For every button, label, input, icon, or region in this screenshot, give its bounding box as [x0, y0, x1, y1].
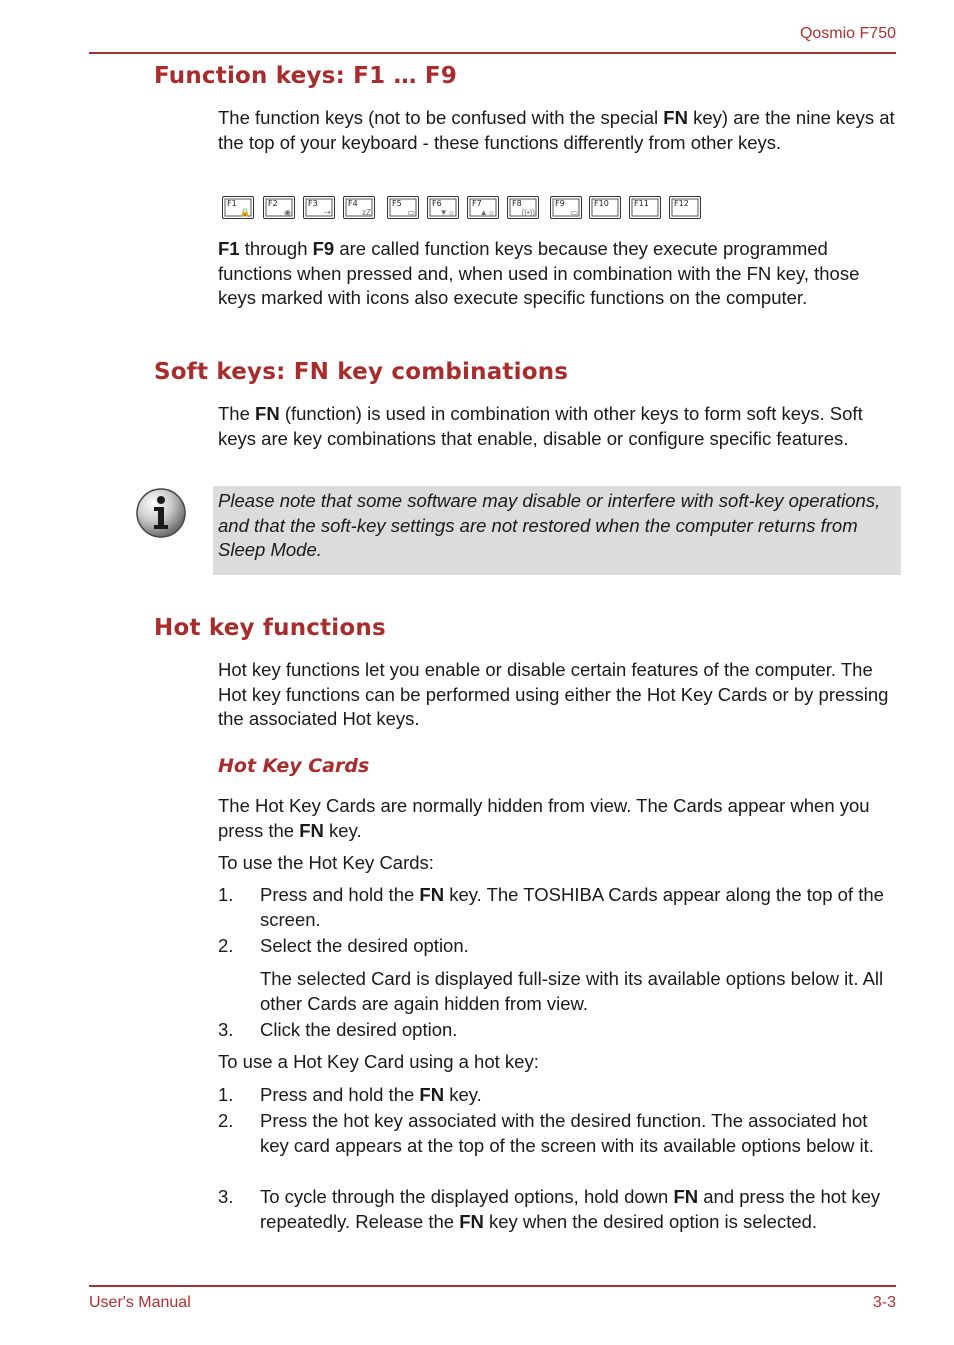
key-f11: F11	[629, 196, 661, 219]
function-keys-description: F1 through F9 are called function keys because they execute programmed functions when pressed and, when used in combination with the FN key, those keys marked with icons also execute specific functions on the computer.	[218, 238, 860, 308]
key-f12: F12	[669, 196, 701, 219]
subheading-hot-key-cards: Hot Key Cards	[218, 755, 370, 777]
hibernate-icon: zZ	[362, 208, 371, 217]
key-f10: F10	[589, 196, 621, 219]
sleep-icon: ⇢	[324, 208, 331, 217]
lock-icon: 🔒	[240, 208, 250, 217]
header-rule	[89, 52, 896, 54]
section-heading-hot-key-functions: Hot key functions	[154, 615, 386, 641]
brightness-down-icon: ▼☼	[439, 208, 455, 217]
footer-rule	[89, 1285, 896, 1287]
display-switch-icon: ▭	[407, 208, 415, 217]
footer-manual-title: User's Manual	[89, 1294, 191, 1311]
brightness-up-icon: ▲☼	[479, 208, 495, 217]
hot-key-cards-lead: To use the Hot Key Cards:	[218, 852, 434, 873]
function-keys-intro: The function keys (not to be confused with the special FN key) are the nine keys at the top of your keyboard - these functions differently from other keys.	[218, 107, 895, 153]
key-f7: F7 ▲☼	[467, 196, 499, 219]
key-f4: F4 zZ	[343, 196, 375, 219]
info-icon	[135, 487, 187, 539]
section-heading-function-keys: Function keys: F1 … F9	[154, 63, 458, 89]
hot-key-usage-lead: To use a Hot Key Card using a hot key:	[218, 1051, 539, 1072]
touchpad-icon: ▭	[570, 208, 578, 217]
page-number: 3-3	[872, 1294, 896, 1311]
key-f2: F2 ◉	[263, 196, 295, 219]
soft-key-note	[213, 486, 901, 575]
key-f8: F8 ((•))	[507, 196, 539, 219]
soft-key-note-text: Please note that some software may disable or interfere with soft-key operations, and that the soft-key settings are not restored when the computer returns from Sleep Mode.	[218, 490, 881, 560]
key-f9: F9 ▭	[550, 196, 582, 219]
section-heading-soft-keys: Soft keys: FN key combinations	[154, 359, 569, 385]
page-header-title: Qosmio F750	[799, 25, 896, 42]
power-plan-icon: ◉	[284, 208, 291, 217]
hot-key-cards-intro: The Hot Key Cards are normally hidden from view. The Cards appear when you press the FN key.	[218, 795, 870, 841]
hot-key-intro: Hot key functions let you enable or disable certain features of the computer. The Hot key functions can be performed using either the Hot Key Cards or by pressing the associated Hot keys.	[218, 659, 889, 729]
wireless-icon: ((•))	[521, 208, 535, 217]
key-f3: F3 ⇢	[303, 196, 335, 219]
key-f1: F1 🔒	[222, 196, 254, 219]
key-f5: F5 ▭	[387, 196, 419, 219]
key-f6: F6 ▼☼	[427, 196, 459, 219]
soft-keys-intro: The FN (function) is used in combination with other keys to form soft keys. Soft keys are key combinations that enable, disable or configure specific features.	[218, 403, 863, 449]
